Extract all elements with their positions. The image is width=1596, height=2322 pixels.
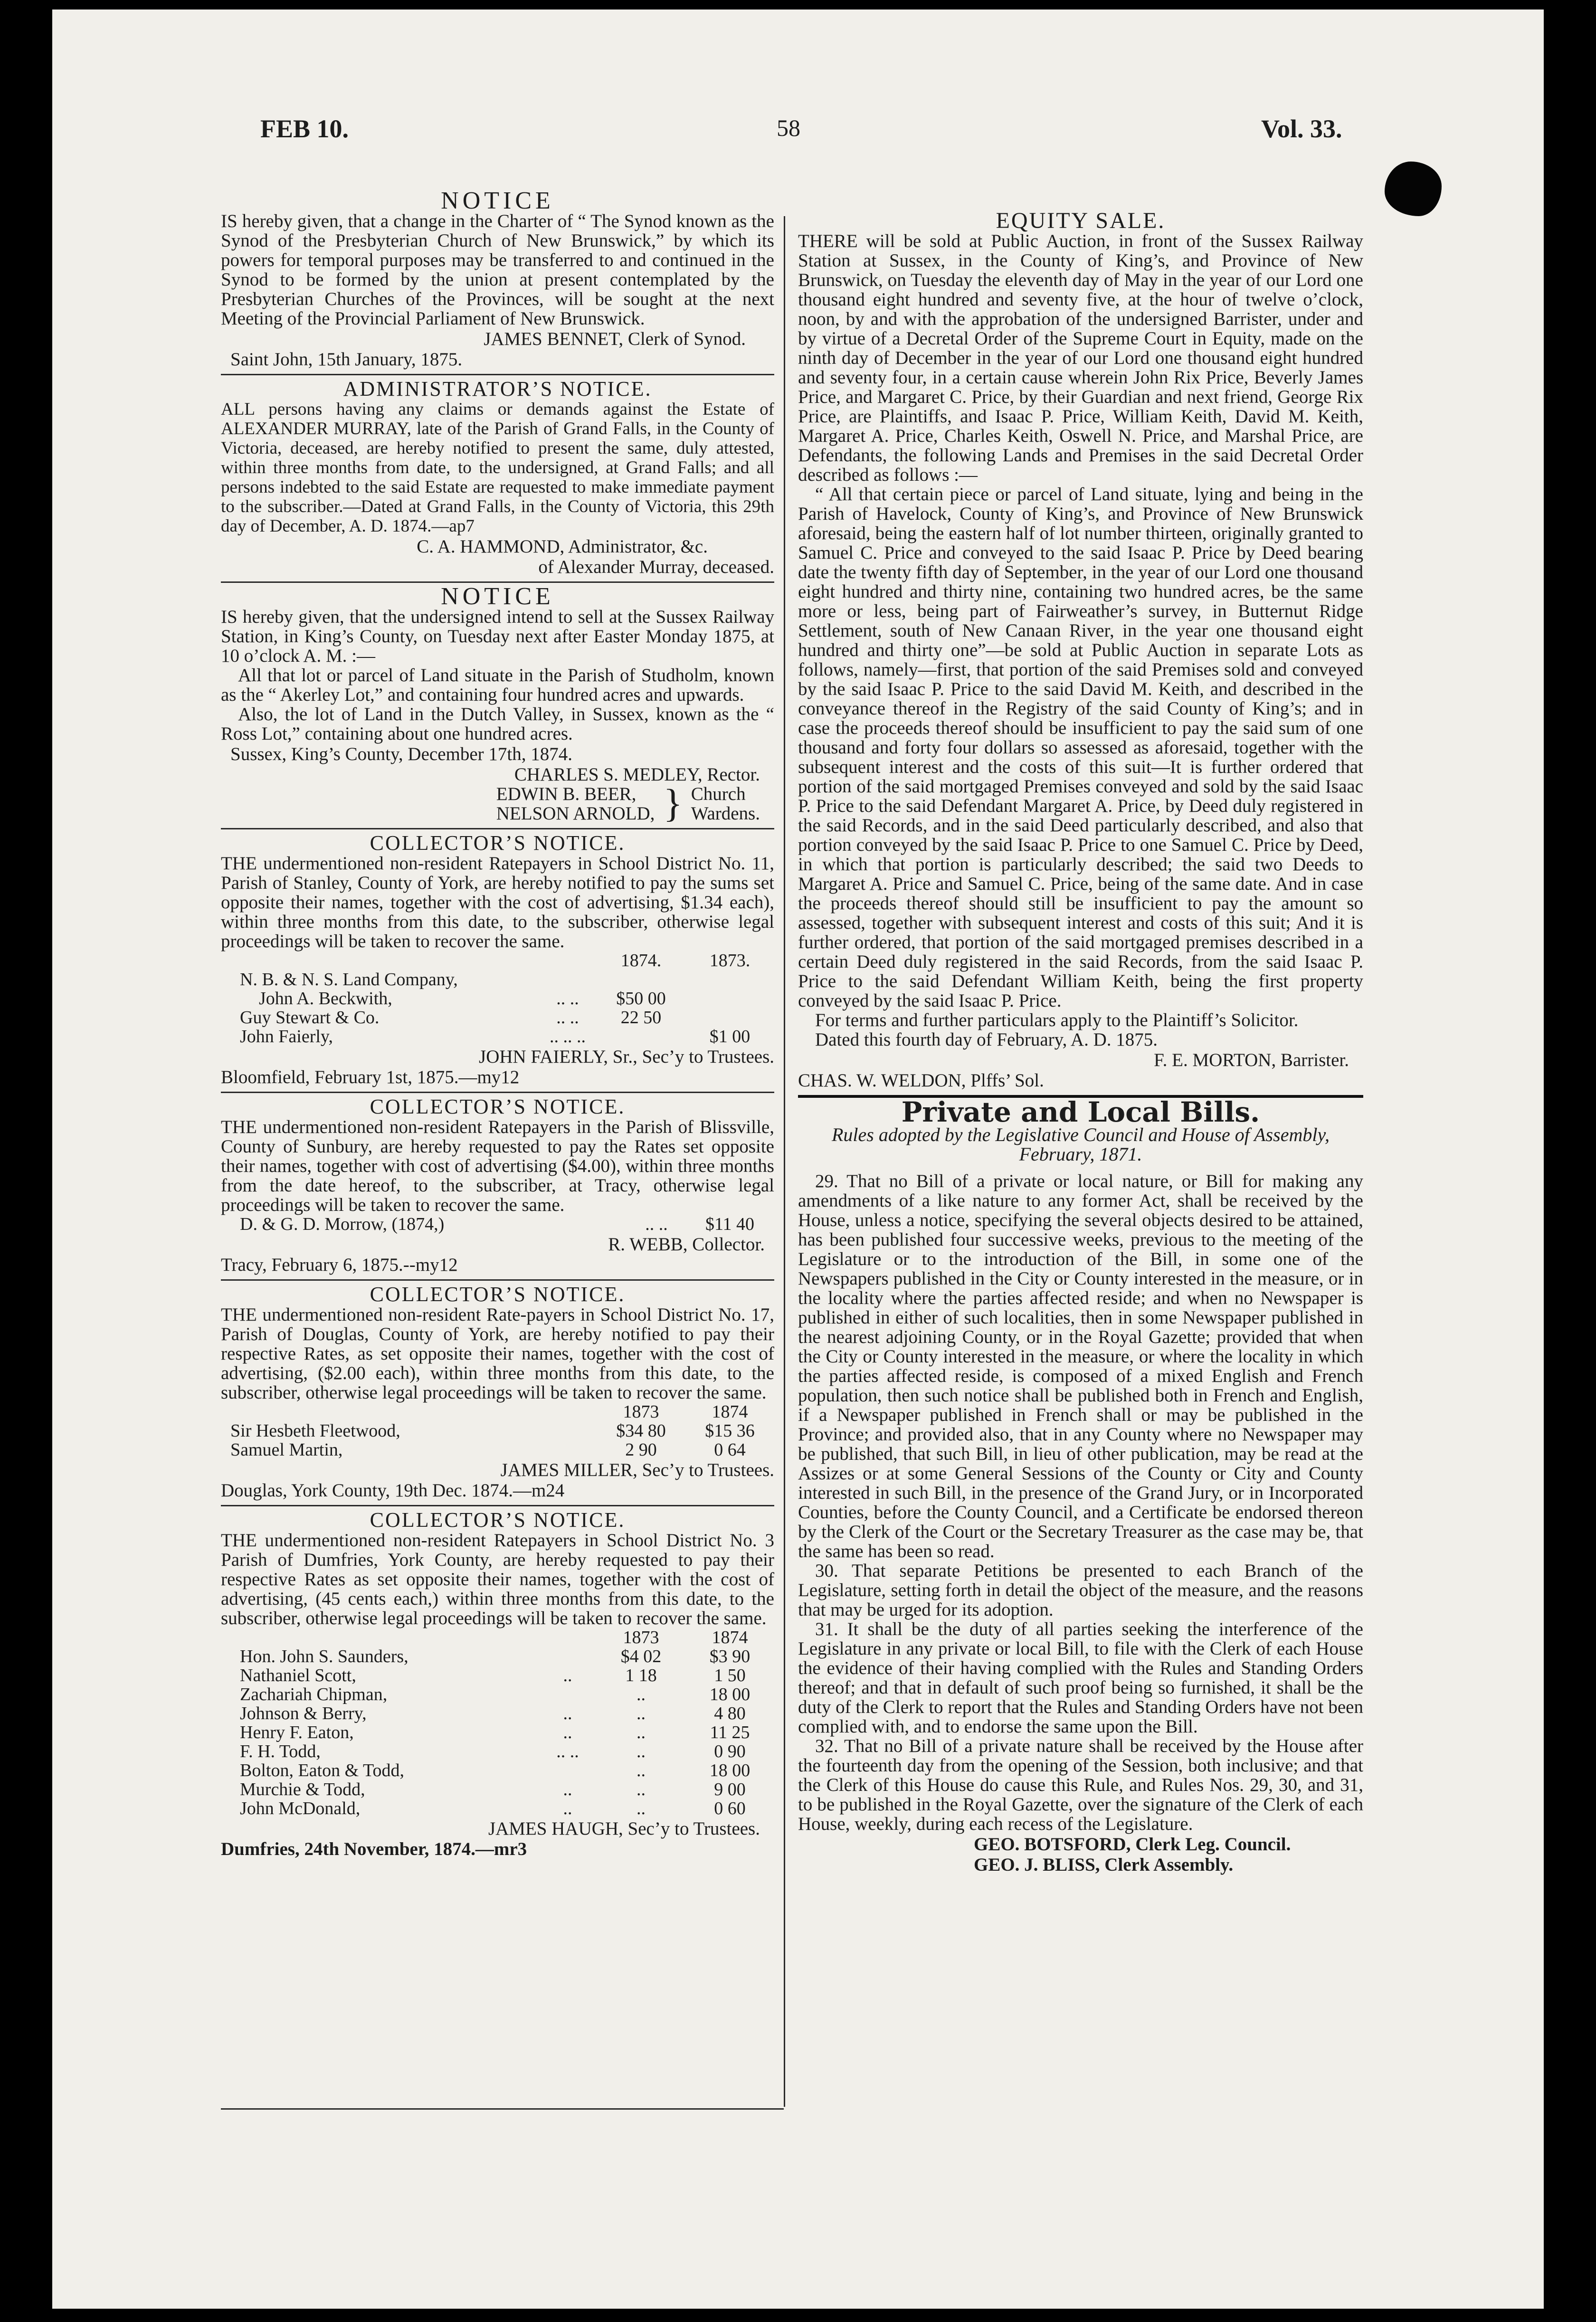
collector-signature: R. WEBB, Collector. [608,1234,765,1255]
administrator-signature: C. A. HAMMOND, Administrator, &c. [417,536,708,557]
collector-body: THE undermentioned non-resident Ratepayers in School District No. 3 Parish of Dumfries, York County, are hereby requested to pay their respective Rates as set opposite their names, together with the cost of advertising, (45 cents each,) within three months from this date, to the subscriber, otherwise legal proceedings will be taken to recover the same. [221,1530,774,1628]
collector-signature: JAMES MILLER, Sec’y to Trustees. [500,1460,774,1480]
table-row [221,1685,774,1704]
section-divider [221,2108,784,2110]
collector-body: THE undermentioned non-resident Ratepayers in the Parish of Blissville, County of Sunbury, are hereby requested to pay the Rates set opposite their names, together with cost of advertising ($4.00), within three months from the date hereof, to the subscriber, at Tracy, otherwise legal proceedings will be taken to recover the same. [221,1117,774,1215]
wardens-label: Wardens. [691,803,760,824]
notice-synod [221,187,774,370]
leader-dots: .. [563,1780,572,1799]
table-row [221,970,774,989]
page-number: 58 [777,114,800,141]
amount-1874: $3 90 [709,1646,750,1666]
collector-notice-dumfries [221,1510,774,1859]
year-header: 1873. [709,951,750,971]
ratepayer-name: Nathaniel Scott, [240,1665,356,1685]
notice-sale-dateline: Sussex, King’s County, December 17th, 1874. [230,744,572,764]
amount-1873: 1 18 [625,1665,657,1685]
leader-dots: .. .. .. [550,1027,586,1047]
collector-notice-stanley [221,833,774,1087]
year-header: 1874 [712,1627,748,1647]
section-divider [221,1279,774,1281]
ratepayer-table [221,951,774,1046]
amount-1873: .. [636,1703,646,1723]
leader-dots: .. [563,1665,572,1685]
ratepayer-name: F. H. Todd, [240,1742,321,1761]
ratepayer-name: Bolton, Eaton & Todd, [240,1761,405,1780]
table-row [221,1799,774,1818]
amount: $11 40 [705,1214,755,1234]
table-row [221,1421,774,1440]
collector-title: COLLECTOR’S NOTICE. [370,1095,626,1118]
table-row [221,1704,774,1723]
table-row [221,1723,774,1742]
ratepayer-name: Johnson & Berry, [240,1703,367,1723]
table-row [221,1761,774,1780]
ratepayer-name: Henry F. Eaton, [240,1722,354,1742]
amount-1874: 11 25 [710,1722,750,1742]
amount-1873 [685,970,774,989]
equity-sale-para: Dated this fourth day of February, A. D. 1875. [815,1029,1158,1050]
left-column [221,189,774,1860]
ratepayer-name: Murchie & Todd, [240,1780,365,1799]
ratepayer-name: Sir Hesbeth Fleetwood, [230,1421,400,1441]
amount-1874 [597,1027,685,1046]
barrister-signature: F. E. MORTON, Barrister. [1154,1050,1349,1070]
administrator-title: ADMINISTRATOR’S NOTICE. [343,377,652,400]
private-local-bills [798,1096,1363,1875]
amount-1874 [597,970,685,989]
notice-dateline: Saint John, 15th January, 1875. [230,349,463,370]
amount-1873: $34 80 [616,1421,666,1441]
equity-sale [798,208,1363,1091]
notice-body: IS hereby given, that a change in the Charter of “ The Synod known as the Synod of the Presbyterian Church of New Brunswick,” by which its powers for temporal purposes may be transferred to and continued in the Synod to be formed by the union at present contemplated by the Presbyterian Churches of the Provinces, will be sought at the next Meeting of the Provincial Parliament of New Brunswick. [221,211,774,329]
collector-signature: JAMES HAUGH, Sec’y to Trustees. [488,1818,760,1839]
ink-blot [1385,162,1442,216]
table-row [221,989,774,1008]
notice-sale-para: IS hereby given, that the undersigned intend to sell at the Sussex Railway Station, in King’s County, on Tuesday next after Easter Monday 1875, at 10 o’clock A. M. :— [221,607,774,666]
rule-30: 30. That separate Petitions be presented to each Branch of the Legislature, setting forth in detail the object of the measure, and the reasons that may be urged for its adoption. [798,1561,1363,1620]
leader-dots: .. [563,1799,572,1818]
equity-sale-title: EQUITY SALE. [996,208,1166,233]
collector-body: THE undermentioned non-resident Rate-payers in School District No. 17, Parish of Douglas, County of York, are hereby notified to pay their respective Rates, as set opposite their names, together with the cost of advertising, ($2.00 each), within three months from this date, to the subscriber, otherwise legal proceedings will be taken to recover the same. [221,1304,774,1403]
notice-title: NOTICE [441,187,554,214]
amount-1874: 0 60 [714,1799,746,1818]
leader-dots: .. [563,1722,572,1742]
rector-signature: CHARLES S. MEDLEY, Rector. [514,764,760,785]
year-header: 1873 [623,1402,659,1422]
table-row [221,1647,774,1666]
ratepayer-name: Hon. John S. Saunders, [240,1646,408,1666]
amount-1874: 0 90 [714,1742,746,1761]
leader-dots [539,1685,597,1704]
collector-notice-blissville [221,1097,774,1275]
notice-sale-title: NOTICE [441,583,554,610]
collector-signature: JOHN FAIERLY, Sr., Sec’y to Trustees. [479,1047,774,1067]
leader-dots: .. .. [556,1008,579,1028]
amount-1874: $50 00 [616,989,666,1009]
notice-sale-para: All that lot or parcel of Land situate in the Parish of Studholm, known as the “ Akerley Lot,” and containing four hundred acres and upwards. [221,665,774,705]
equity-sale-para: THERE will be sold at Public Auction, in front of the Sussex Railway Station at Sussex, in the County of King’s, and Province of New Brunswick, on Tuesday the eleventh day of May in the year of our Lord one thousand eight hundred and seventy five, at the hour of twelve o’clock, noon, by and with the approbation of the undersigned Barrister, under and by virtue of a Decretal Order of the Supreme Court in Equity, made on the ninth day of December in the year of our Lord one thousand eight hundred and seventy four, in a certain cause wherein John Rix Price, Beverly James Price, and Margaret C. Price, by their Guardian and next friend, George Rix Price, are Plaintiffs, and Isaac P. Price, William Keith, David M. Keith, Margaret A. Price, Charles Keith, Oswell N. Price, and Marshal Price, are Defendants, the following Lands and Premises in the said Decretal Order described as follows :— [798,231,1363,485]
ratepayer-table [221,1215,774,1234]
leader-dots: .. [563,1703,572,1723]
amount-1873: .. [636,1780,646,1799]
ratepayer-table [221,1402,774,1459]
column-divider [784,216,785,2107]
rule-31: 31. It shall be the duty of all parties seeking the interference of the Legislature in any private or local Bill, to file with the Clerk of each House the evidence of their having complied with the Rules and Standing Orders thereof; and that in default of such proof being so furnished, it shall be the duty of the Clerk to report that the Rules and Standing Orders have not been complied with, and to endorse the same upon the Bill. [798,1619,1363,1737]
amount-1873: .. [636,1684,646,1704]
ratepayer-name: D. & G. D. Morrow, (1874,) [240,1214,445,1234]
collector-title: COLLECTOR’S NOTICE. [370,831,626,855]
leader-dots: .. .. [556,989,579,1009]
issue-date: FEB 10. [260,114,349,143]
collector-title: COLLECTOR’S NOTICE. [370,1283,626,1306]
year-header: 1874 [712,1402,748,1422]
amount-1873 [685,989,774,1008]
table-row [221,1440,774,1459]
ratepayer-name: Samuel Martin, [230,1440,343,1460]
leader-dots: .. .. [556,1742,579,1761]
amount-1873: $1 00 [709,1027,750,1047]
amount-1873: .. [636,1761,646,1780]
ratepayer-name: Guy Stewart & Co. [240,1008,380,1028]
leader-dots [539,970,597,989]
collector-dateline: Dumfries, 24th November, 1874.—mr3 [221,1839,527,1859]
table-row [221,1027,774,1046]
leader-dots [539,1647,597,1666]
administrator-notice [221,379,774,577]
warden-name: NELSON ARNOLD, [496,803,655,824]
section-divider [221,374,774,375]
warden-name: EDWIN B. BEER, [496,784,636,804]
ratepayer-name: John Faierly, [240,1027,333,1047]
rule-29: 29. That no Bill of a private or local nature, or Bill for making any amendments of a like nature to any former Act, shall be received by the House, unless a notice, specifying the several objects desired to be attained, has been published four successive weeks, previous to the meeting of the Legislature or to the introduction of the Bill, in some one of the Newspapers published in the City or County interested in the measure, or in the locality where the parties affected reside; and when no Newspaper is published in either of such localities, then in some Newspaper published in the nearest adjoining County, or in the Royal Gazette; provided that when the City or County interested in the measure, or where the locality in which the parties affected reside, is composed of a mixed English and French population, then such notice shall be published both in French and English, if a Newspaper published in French shall or may be published in the Province; and provided also, that in any County where no Newspaper may be published, that such Bill, in lieu of other publication, may be read at the Assizes or at some General Sessions of the County or City and County interested in such Bill, in the presence of the Grand Jury, or in Incorporated Counties, before the County Council, and a Certificate be endorsed thereon by the Clerk of the Court or the Secretary Treasurer as the case may be, that the same has been so read. [798,1171,1363,1561]
amount-1873 [685,1008,774,1027]
amount-1873: .. [636,1722,646,1742]
year-header: 1873 [623,1627,659,1647]
collector-dateline: Bloomfield, February 1st, 1875.—my12 [221,1067,520,1087]
table-row [221,1742,774,1761]
table-row [221,1008,774,1027]
amount-1874: 1 50 [714,1665,746,1685]
collector-body: THE undermentioned non-resident Ratepayers in School District No. 11, Parish of Stanley, County of York, are hereby notified to pay the sums set opposite their names, together with the cost of advertising, $1.34 each), within three months from this date, to the subscriber, otherwise legal proceedings will be taken to recover the same. [221,853,774,952]
brace-glyph: } [663,781,683,826]
rule-32: 32. That no Bill of a private nature shall be received by the House after the fourteenth day from the opening of the Session, both inclusive; and that the Clerk of this House do cause this Rule, and Rules Nos. 29, 30, and 31, to be published in the Royal Gazette, over the signature of the Clerk of each House, weekly, during each recess of the Legislature. [798,1736,1363,1834]
amount-1873: $4 02 [620,1646,662,1666]
notice-signature: JAMES BENNET, Clerk of Synod. [484,329,746,349]
volume-number: Vol. 33. [1261,114,1342,143]
collector-dateline: Tracy, February 6, 1875.--my12 [221,1255,458,1275]
administrator-signature-line2: of Alexander Murray, deceased. [538,557,774,577]
church-wardens-block [221,781,774,826]
leader-dots: .. .. [645,1214,668,1234]
notice-sale-para: Also, the lot of Land in the Dutch Valley, in Sussex, known as the “ Ross Lot,” containing about one hundred acres. [221,704,774,744]
section-divider [221,1092,774,1093]
equity-sale-para: For terms and further particulars apply to the Plaintiff’s Solicitor. [815,1010,1299,1030]
assembly-clerk-signature: GEO. J. BLISS, Clerk Assembly. [974,1855,1234,1875]
year-header: 1874. [620,951,662,971]
amount-1874: 4 80 [714,1703,746,1723]
wardens-label: Church [691,784,746,804]
ratepayer-name: John A. Beckwith, [259,989,392,1009]
section-divider [221,828,774,829]
ratepayer-name: Zachariah Chipman, [240,1684,388,1704]
equity-sale-para: “ All that certain piece or parcel of Land situate, lying and being in the Parish of Havelock, County of King’s, and Province of New Brunswick aforesaid, being the eastern half of lot number thirteen, originally granted to Samuel C. Price and conveyed to the said Isaac P. Price by Deed bearing date the twenty fifth day of September, in the year of our Lord one thousand eight hundred and thirty nine, containing two hundred acres, be the same more or less, being part of Fairweather’s survey, in Butternut Ridge Settlement, south of New Canaan River, in the year one thousand eight hundred and thirty one”—be sold at Public Auction in separate Lots as follows, namely—first, that portion of the said Premises sold and conveyed by the said Isaac P. Price to the said David M. Keith, and described in the conveyance thereof in the Registry of the said County of King’s; and in case the proceeds thereof should be insufficient to pay the said sum of one thousand and forty four dollars so assessed as aforesaid, together with the subsequent interest and the costs of this suit—It is further ordered that portion of the said mortgaged Premises conveyed and sold by the said Isaac P. Price to the said Defendant Margaret A. Price, by Deed duly registered in the said Records, and in the said Deed particularly described, and also that portion conveyed by the said Isaac P. Price to one Samuel C. Price by Deed, in which that portion is particularly described; the said two Deeds to Margaret A. Price and Samuel C. Price, being of the same date. And in case the proceeds thereof should still be insufficient to pay the amount so assessed, together with subsequent interest and costs of this suit; And it is further ordered, that portion of the said mortgaged premises described in a certain Deed duly registered in the said Records, from the said Isaac P. Price to the said Defendant William Keith, being the first property conveyed by the said Isaac P. Price. [798,484,1363,1011]
table-row [221,1215,774,1234]
amount-1874: 0 64 [714,1440,746,1460]
private-bills-subtitle: Rules adopted by the Legislative Council and House of Assembly, February, 1871. [831,1124,1330,1165]
table-row [221,1780,774,1799]
council-clerk-signature: GEO. BOTSFORD, Clerk Leg. Council. [974,1834,1291,1855]
right-column [798,209,1363,1875]
collector-notice-douglas [221,1285,774,1500]
leader-dots [539,1761,597,1780]
solicitor-signature: CHAS. W. WELDON, Plffs’ Sol. [798,1070,1044,1091]
amount-1874: $15 36 [705,1421,755,1441]
amount-1874: 22 50 [620,1008,662,1028]
amount-1873: 2 90 [625,1440,657,1460]
amount-1873: .. [636,1799,646,1818]
private-bills-title: Private and Local Bills. [901,1096,1260,1128]
table-row [221,1666,774,1685]
administrator-body: ALL persons having any claims or demands against the Estate of ALEXANDER MURRAY, late of the Parish of Grand Falls, in the County of Victoria, deceased, are hereby notified to present the same, duly attested, within three months from date, to the undersigned, at Grand Falls; and all persons indebted to the said Estate are requested to make immediate payment to the subscriber.—Dated at Grand Falls, in the County of Victoria, this 29th day of December, A. D. 1874.—ap7 [221,400,774,536]
notice-sale [221,583,774,826]
amount-1873: .. [636,1742,646,1761]
amount-1874: 18 00 [709,1684,750,1704]
ratepayer-name: John McDonald, [240,1799,361,1818]
section-divider [221,1505,774,1506]
ratepayer-name: N. B. & N. S. Land Company, [240,970,458,990]
collector-title: COLLECTOR’S NOTICE. [370,1508,626,1532]
amount-1874: 18 00 [709,1761,750,1780]
ratepayer-table [221,1628,774,1818]
amount-1874: 9 00 [714,1780,746,1799]
collector-dateline: Douglas, York County, 19th Dec. 1874.—m24 [221,1480,565,1501]
